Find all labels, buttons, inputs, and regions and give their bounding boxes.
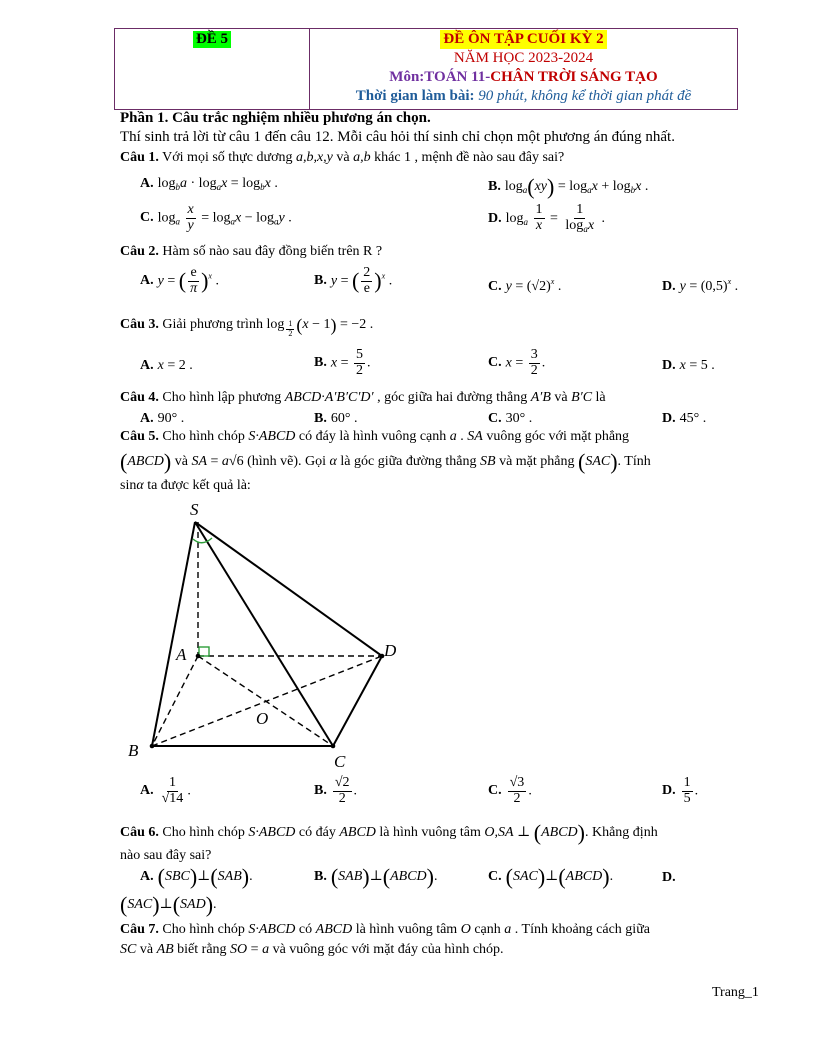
- q4-text-d: là: [592, 390, 606, 405]
- q4-option-c-value: 30°: [505, 411, 526, 426]
- point-a: [196, 654, 201, 659]
- q2-set: R: [363, 244, 373, 259]
- q5-option-b[interactable]: B. $\frac{√2}{2}$ .: [314, 775, 358, 806]
- q4-option-b[interactable]: B. 60° .: [314, 411, 358, 426]
- q4-option-b-value: 60°: [330, 411, 351, 426]
- q6-text-d: . Khẳng định: [584, 825, 658, 841]
- label-s: S: [190, 500, 199, 519]
- subject-prefix: Môn:TOÁN 11-: [389, 69, 491, 85]
- q5-sa: SA: [467, 429, 483, 444]
- q5-text-a: Cho hình chóp: [158, 429, 249, 444]
- q3-option-d[interactable]: D. x = 5 .: [662, 358, 715, 373]
- question-3: Câu 3. Giải phương trình log $_{\frac{1}{2}}$ (x − 1) = −2 .: [120, 315, 374, 338]
- q4-line1: A′B: [530, 390, 551, 405]
- option-label: C.: [488, 783, 502, 799]
- q6-option-b[interactable]: B. (SAB)⊥(ABCD).: [314, 864, 438, 889]
- q7-text-c: là hình vuông tâm: [352, 922, 461, 937]
- q2-text: Hàm số nào sau đây đồng biến trên: [158, 244, 364, 259]
- q2-option-a[interactable]: A. y = ( $\frac{e}{\pi}$ )$^x$ .: [140, 265, 219, 296]
- edge-sd: [195, 522, 382, 656]
- q3-text: Giải phương trình: [158, 317, 267, 333]
- subject-line: [310, 68, 737, 87]
- subject-book: CHÂN TRỜI SÁNG TẠO: [490, 69, 658, 85]
- q4-cube: ABCD·A′B′C′D′: [284, 390, 374, 405]
- q6-option-a[interactable]: A. (SBC)⊥(SAB).: [140, 864, 253, 889]
- q3-option-c[interactable]: C. x = $\frac{3}{2}$ .: [488, 347, 546, 378]
- q5-text-d: vuông góc với mặt phẳng: [482, 429, 630, 444]
- q5-text-f: là góc giữa đường thẳng: [336, 454, 480, 470]
- q6-text-c: là hình vuông tâm: [375, 825, 485, 841]
- q7-text-f: và: [136, 942, 157, 957]
- option-label: A.: [140, 411, 154, 426]
- q1-text-b: và: [332, 150, 354, 165]
- q5-sb: SB: [480, 454, 496, 470]
- school-year: NĂM HỌC 2023-2024: [453, 50, 594, 66]
- time-line: [310, 87, 737, 106]
- question-6: Câu 6. Cho hình chóp S·ABCD có đáy ABCD là hình vuông tâm O,SA ⊥ (ABCD). Khẳng định: [120, 820, 658, 845]
- label-b: B: [128, 741, 139, 760]
- point-c: [331, 744, 336, 749]
- option-label: B.: [314, 411, 327, 426]
- option-label: D.: [662, 358, 676, 373]
- question-7-line-2: SC và AB biết rằng SO = a và vuông góc với mặt đáy của hình chóp.: [120, 942, 504, 957]
- q4-label: Câu 4.: [120, 390, 159, 405]
- option-label: B.: [314, 273, 327, 289]
- q7-text-e: . Tính khoảng cách giữa: [511, 922, 651, 937]
- q5-option-d[interactable]: D. $\frac{1}{5}$ .: [662, 775, 699, 806]
- edge-cd: [333, 656, 382, 746]
- q1-vars: a,b,x,y: [295, 150, 333, 165]
- q2-option-b[interactable]: B. y = ( $\frac{2}{e}$ )$^x$ .: [314, 265, 393, 296]
- option-label: B.: [488, 179, 501, 195]
- q7-o: O: [460, 922, 471, 937]
- q5-option-c[interactable]: C. $\frac{√3}{2}$ .: [488, 775, 532, 806]
- q2-option-d[interactable]: D. $y = (0,5)^x$ .: [662, 277, 739, 294]
- time-value: 90 phút, không kể thời gian phát đề: [474, 88, 692, 104]
- option-label: C.: [488, 869, 502, 885]
- q7-a: a: [504, 922, 512, 937]
- exam-title: ĐỀ ÔN TẬP CUỐI KỲ 2: [440, 30, 606, 49]
- header-right-cell: [310, 29, 737, 109]
- label-o: O: [256, 709, 269, 728]
- q6-center: O,SA: [484, 825, 514, 841]
- edge-ab: [152, 656, 198, 746]
- q1-option-b[interactable]: B. $\log_a(xy) = \log_ax + \log_bx$ .: [488, 174, 649, 199]
- question-5-line-2: (ABCD) và SA = a√6 (hình vẽ). Gọi α là góc giữa đường thẳng SB và mặt phẳng (SAC). Tính: [120, 449, 651, 474]
- q5-pyramid: S·ABCD: [248, 429, 296, 444]
- q5-text-b: có đáy là hình vuông cạnh: [295, 429, 450, 444]
- option-label: D.: [662, 783, 676, 799]
- exam-code: ĐỀ 5: [193, 31, 231, 48]
- question-1: [120, 150, 564, 166]
- option-label: C.: [488, 411, 502, 426]
- q5-text-h: . Tính: [617, 454, 651, 470]
- q1-vars2: a,b: [353, 150, 371, 165]
- q7-text-b: có: [295, 922, 316, 937]
- q2-end: ?: [372, 244, 383, 259]
- question-5-line-3: [120, 478, 251, 494]
- q6-pyramid: S·ABCD: [248, 825, 296, 841]
- label-a: A: [176, 645, 187, 664]
- option-label: C.: [488, 355, 502, 371]
- q7-so: SO: [230, 942, 248, 957]
- q4-option-a-value: 90°: [157, 411, 178, 426]
- angle-alpha-mark: [193, 538, 212, 543]
- part1-instruction: Thí sinh trả lời từ câu 1 đến câu 12. Mỗi câu hỏi thí sinh chỉ chọn một phương án đúng nhất.: [120, 129, 675, 145]
- q5-label: Câu 5.: [120, 429, 159, 444]
- part1-title: Phần 1. Câu trắc nghiệm nhiều phương án chọn.: [120, 110, 431, 126]
- option-label: B.: [314, 783, 327, 799]
- q1-option-a[interactable]: A. $\log_ba \cdot \log_ax = \log_bx$ .: [140, 176, 278, 192]
- option-label: A.: [140, 176, 154, 191]
- q3-option-b[interactable]: B. x = $\frac{5}{2}$ .: [314, 347, 371, 378]
- q5-text-g: và mặt phẳng: [495, 454, 578, 470]
- page-number: Trang_1: [712, 985, 759, 1000]
- question-4: [120, 390, 606, 406]
- q5-alpha-2: α: [136, 478, 144, 493]
- q1-option-d[interactable]: D. $\log_a$ $\frac{1}{x}$ = $\frac{1}{\log_ax}$ .: [488, 202, 606, 234]
- point-b: [150, 744, 155, 749]
- q6-option-d[interactable]: [662, 870, 680, 886]
- header-left-cell: [115, 29, 310, 109]
- q5-text-c: .: [456, 429, 468, 444]
- question-5-line-1: [120, 429, 629, 445]
- option-label: C.: [488, 279, 502, 294]
- q4-option-a[interactable]: A. 90° .: [140, 411, 185, 426]
- q5-text-i: ta được kết quả là:: [143, 478, 251, 493]
- option-label: A.: [140, 273, 154, 289]
- edge-sb: [152, 522, 195, 746]
- option-label: A.: [140, 358, 154, 373]
- right-angle-mark: [199, 647, 209, 656]
- time-label: Thời gian làm bài:: [355, 88, 475, 104]
- q6-option-d-value: (SAC)⊥(SAD).: [120, 892, 217, 917]
- option-label: D.: [662, 411, 676, 426]
- q5-text-e: (hình vẽ). Gọi: [243, 454, 330, 470]
- q7-ab: AB: [156, 942, 174, 957]
- option-label: D.: [662, 279, 676, 294]
- q5-a: a: [449, 429, 457, 444]
- q7-base: ABCD: [315, 922, 353, 937]
- q1-text-c: khác 1 , mệnh đề nào sau đây sai?: [370, 150, 565, 165]
- q7-sc: SC: [120, 942, 137, 957]
- option-label: A.: [140, 783, 154, 799]
- q7-pyramid: S·ABCD: [248, 922, 296, 937]
- q4-line2: B′C: [571, 390, 593, 405]
- q3-label: Câu 3.: [120, 317, 159, 333]
- q6-label: Câu 6.: [120, 825, 159, 841]
- q2-label: Câu 2.: [120, 244, 159, 259]
- label-d: D: [384, 641, 397, 660]
- option-label: C.: [140, 210, 154, 226]
- q4-text-b: , góc giữa hai đường thẳng: [373, 390, 531, 405]
- q7-text-g: biết rằng: [173, 942, 231, 957]
- q2-option-c[interactable]: C. $y = (√2)^x$ .: [488, 277, 562, 294]
- question-2: [120, 244, 382, 260]
- q1-label: Câu 1.: [120, 150, 159, 165]
- option-label: D.: [662, 870, 676, 885]
- q7-text-h: và vuông góc với mặt đáy của hình chóp.: [269, 942, 504, 957]
- option-label: B.: [314, 869, 327, 885]
- q4-text-a: Cho hình lập phương: [158, 390, 285, 405]
- q3-option-a[interactable]: A. x = 2 .: [140, 358, 193, 373]
- q6-text-b: có đáy: [295, 825, 340, 841]
- q4-text-c: và: [550, 390, 572, 405]
- q4-option-d[interactable]: D. 45° .: [662, 411, 707, 426]
- option-label: B.: [314, 355, 327, 371]
- q5-sin: sin: [120, 478, 137, 493]
- q6-option-c[interactable]: C. (SAC)⊥(ABCD).: [488, 864, 614, 889]
- q6-base: ABCD: [339, 825, 376, 841]
- q6-text-a: Cho hình chóp: [158, 825, 249, 841]
- label-c: C: [334, 752, 346, 770]
- q4-option-c[interactable]: C. 30° .: [488, 411, 533, 426]
- pyramid-figure: [120, 495, 410, 770]
- q7-text-d: cạnh: [470, 922, 505, 937]
- q7-label: Câu 7.: [120, 922, 159, 937]
- q7-text-a: Cho hình chóp: [158, 922, 249, 937]
- q1-text: Với mọi số thực dương: [158, 150, 296, 165]
- q4-option-d-value: 45°: [679, 411, 700, 426]
- q6-line-2: nào sau đây sai?: [120, 848, 212, 863]
- header-table: [114, 28, 738, 110]
- q5-alpha: α: [329, 454, 337, 470]
- diag-bd: [152, 656, 382, 746]
- option-label: A.: [140, 869, 154, 885]
- option-label: D.: [488, 210, 502, 226]
- q5-option-a[interactable]: A. $\frac{1}{√14}$ .: [140, 775, 191, 806]
- q1-option-c[interactable]: C. $\log_a$ $\frac{x}{y}$ = $\log_ax - \log_ay$ .: [140, 202, 292, 233]
- question-7: [120, 922, 650, 938]
